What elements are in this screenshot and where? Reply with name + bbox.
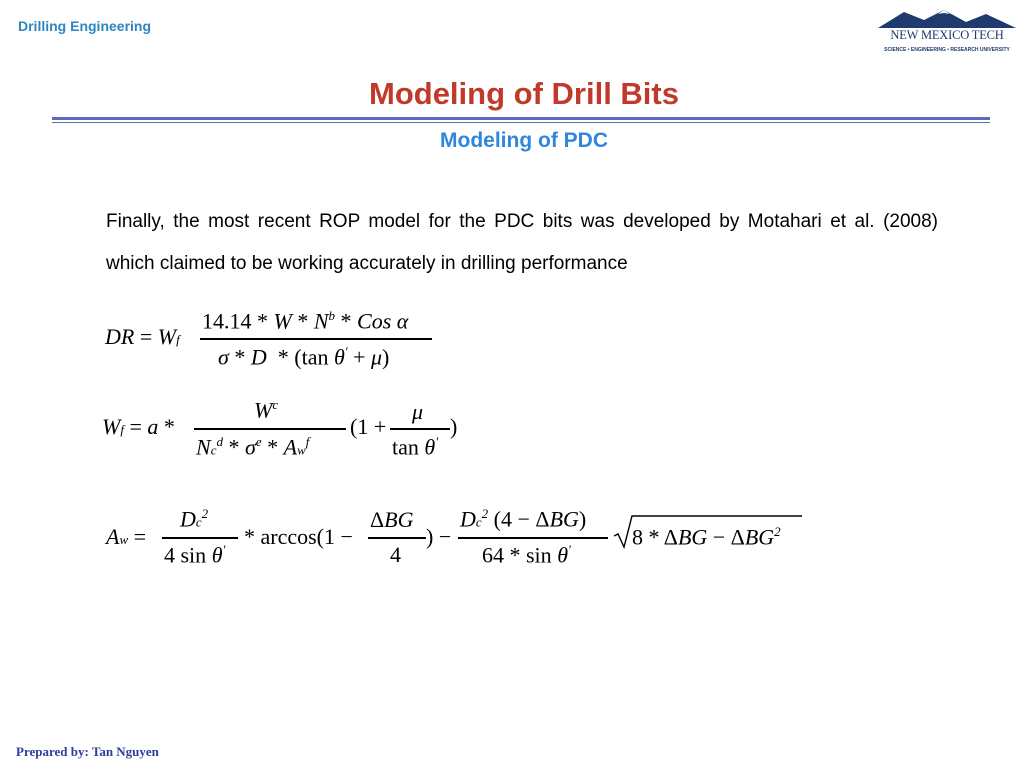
title-divider-thin	[52, 122, 990, 123]
logo-tagline: SCIENCE • ENGINEERING • RESEARCH UNIVERSITY	[884, 47, 1010, 53]
university-logo	[874, 6, 1020, 54]
slide-title: Modeling of Drill Bits	[369, 76, 679, 111]
footer-prepared-by: Prepared by: Tan Nguyen	[16, 744, 159, 759]
logo-name: NEW MEXICO TECH	[890, 28, 1004, 42]
slide-subtitle: Modeling of PDC	[440, 129, 608, 152]
title-divider	[52, 117, 990, 120]
body-paragraph: Finally, the most recent ROP model for the PDC bits was developed by Motahari et al. (2008) which claimed to be working accurately in drilling performance	[106, 211, 938, 274]
mountain-icon	[874, 6, 1020, 30]
course-name: Drilling Engineering	[18, 18, 152, 34]
